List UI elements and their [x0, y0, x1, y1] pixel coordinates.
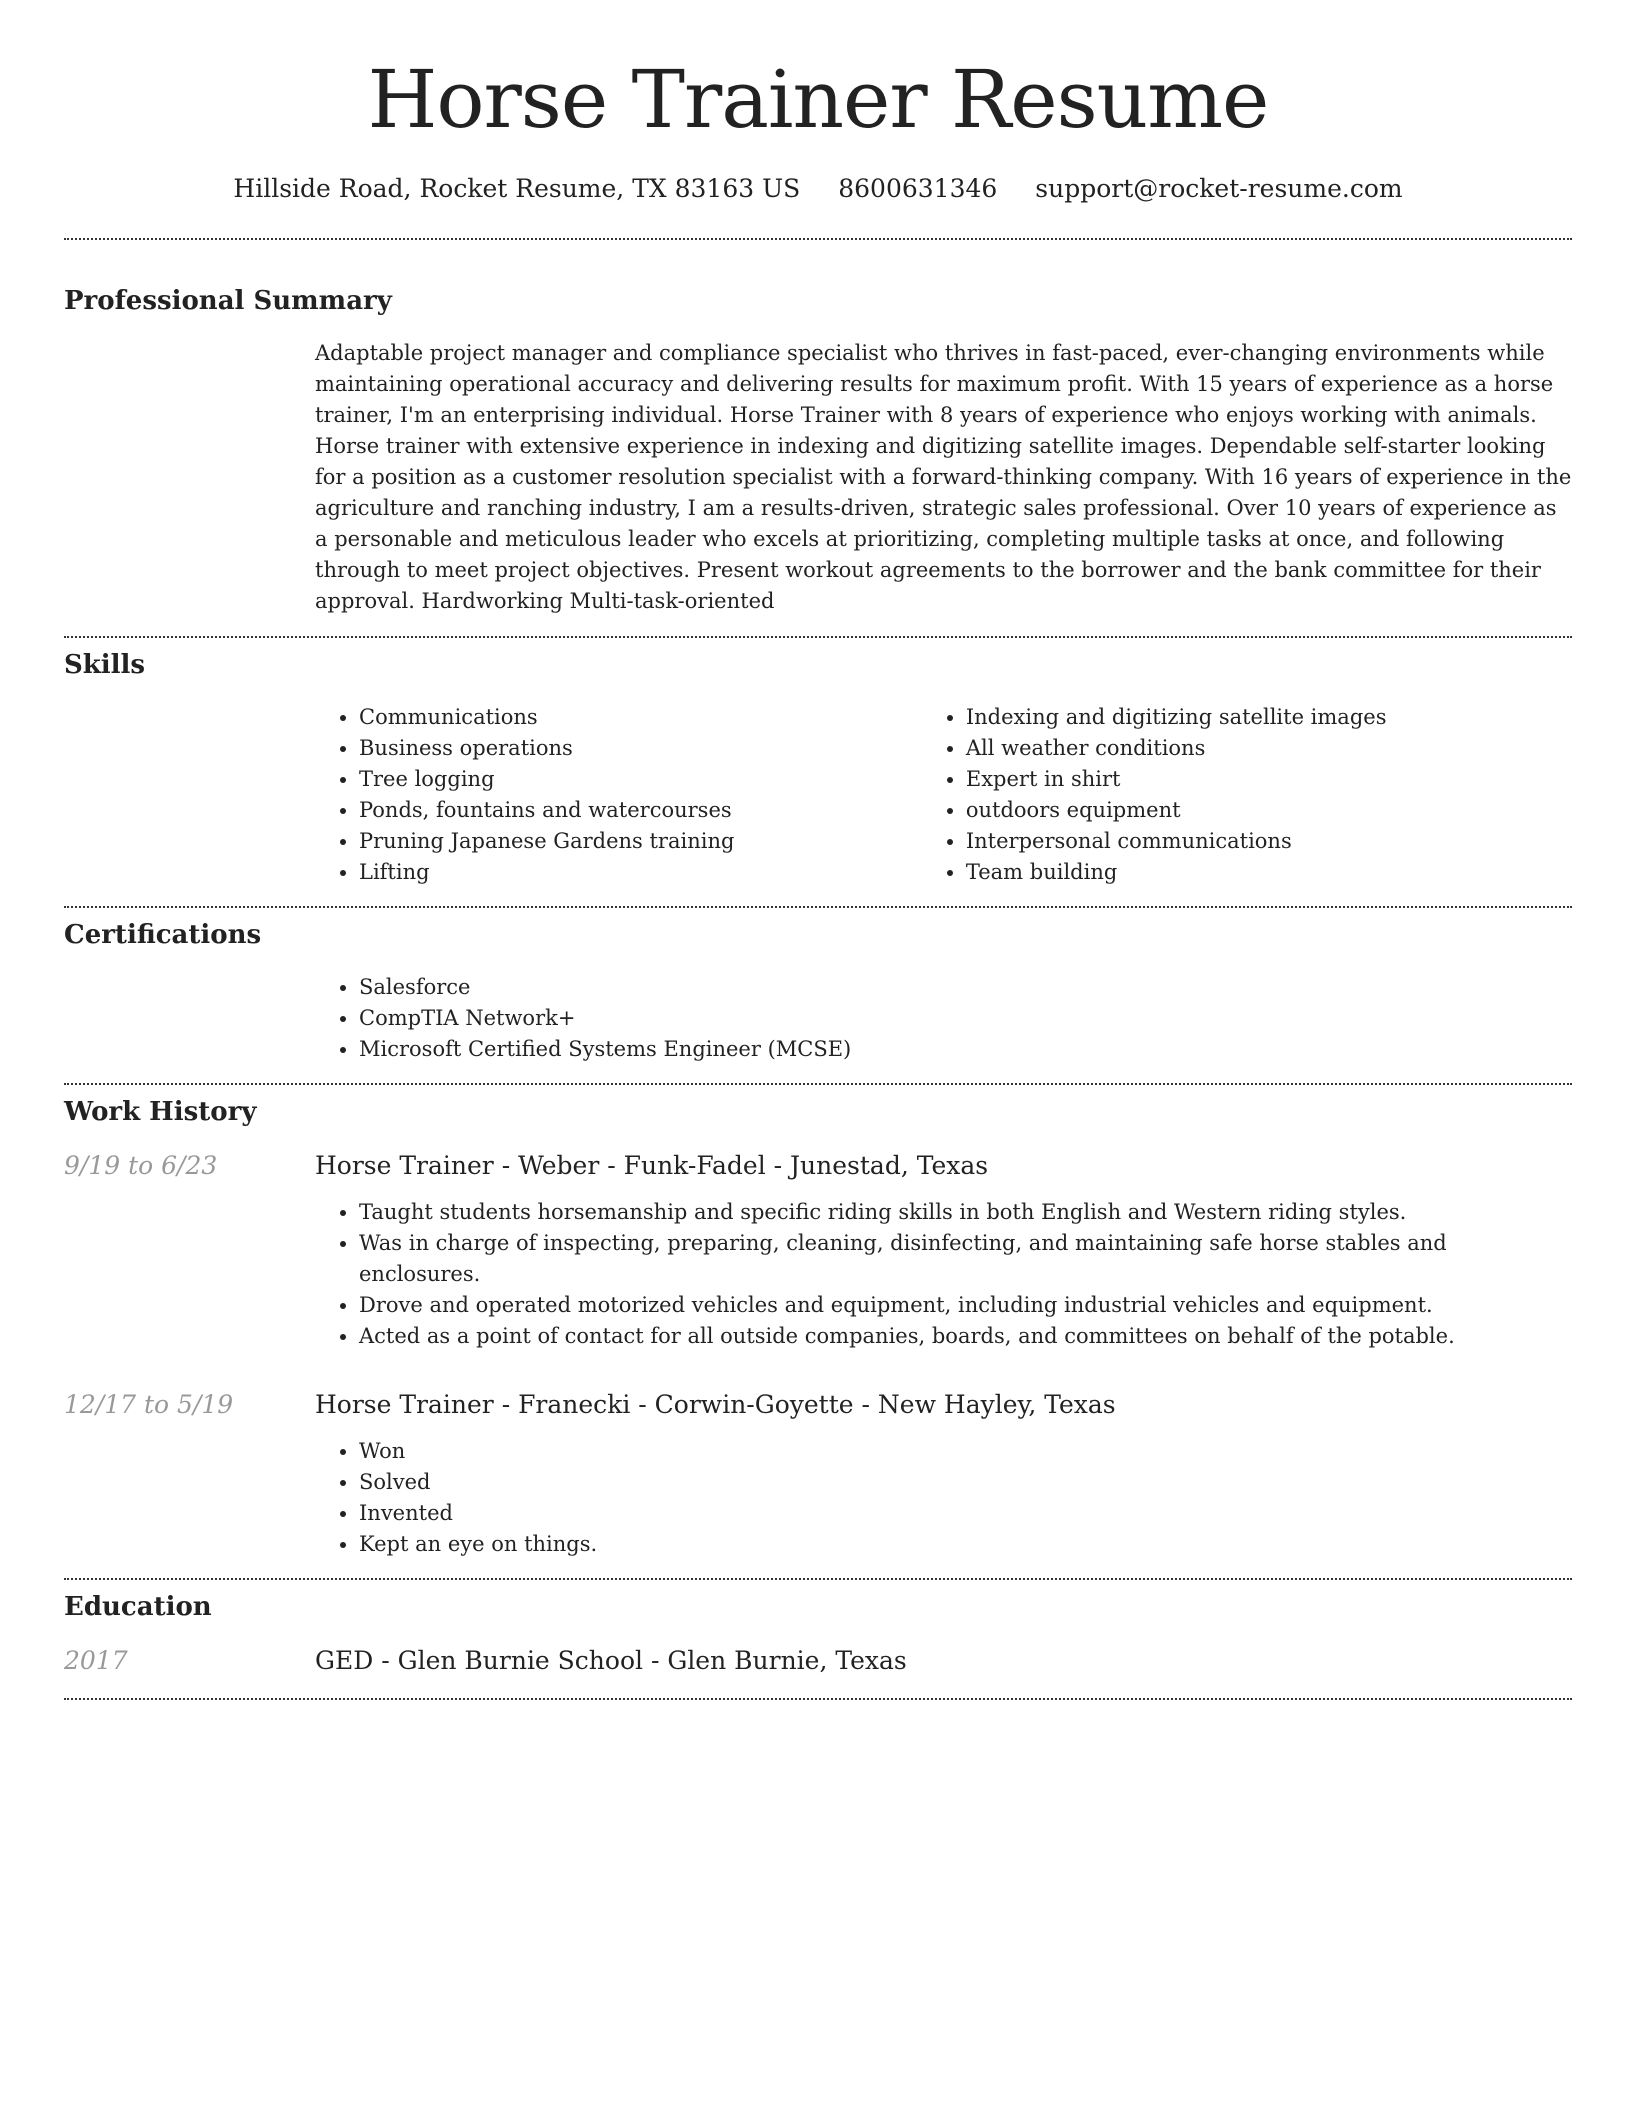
resume-page [64, 0, 1572, 1700]
contact-address: Hillside Road, Rocket Resume, TX 83163 US [233, 174, 801, 203]
certifications-content [315, 972, 1572, 1065]
job-bullets [315, 1197, 1572, 1352]
skill-item: • Pruning Japanese Gardens training [359, 826, 922, 857]
job-bullet: • Kept an eye on things. [359, 1529, 1572, 1560]
skills-section [64, 647, 1572, 888]
skills-list-left [315, 702, 922, 888]
skill-item: • All weather conditions [966, 733, 1572, 764]
job-bullet: • Invented [359, 1498, 1572, 1529]
certification-item: • Salesforce [359, 972, 1572, 1003]
job-bullet: • Acted as a point of contact for all outside companies, boards, and committees on behalf of the potable. [359, 1321, 1572, 1352]
education-entry [64, 1644, 1572, 1678]
skill-item: • Communications [359, 702, 922, 733]
job-bullet: • Solved [359, 1467, 1572, 1498]
skill-item: • Indexing and digitizing satellite images [966, 702, 1572, 733]
summary-section [64, 283, 1572, 617]
job-bullet: • Was in charge of inspecting, preparing, cleaning, disinfecting, and maintaining safe horse stables and enclosures. [359, 1228, 1572, 1290]
job-header [64, 1388, 1572, 1422]
job-title: Horse Trainer - Weber - Funk-Fadel - Junestad, Texas [315, 1151, 989, 1180]
job-bullet-list [315, 1197, 1572, 1352]
divider [64, 906, 1572, 908]
job-title: Horse Trainer - Franecki - Corwin-Goyette - New Hayley, Texas [315, 1390, 1116, 1419]
job-bullet: • Drove and operated motorized vehicles and equipment, including industrial vehicles and equipment. [359, 1290, 1572, 1321]
job-header [64, 1149, 1572, 1183]
divider [64, 238, 1572, 240]
skill-item: • Expert in shirt [966, 764, 1572, 795]
job-entry [64, 1149, 1572, 1352]
skill-item: • Ponds, fountains and watercourses [359, 795, 922, 826]
job-dates: 9/19 to 6/23 [64, 1151, 218, 1180]
education-heading: Education [64, 1592, 212, 1622]
divider [64, 1578, 1572, 1580]
job-bullet: • Won [359, 1436, 1572, 1467]
certifications-heading: Certifications [64, 920, 262, 950]
summary-heading: Professional Summary [64, 286, 392, 316]
job-bullet: • Taught students horsemanship and specific riding skills in both English and Western riding styles. [359, 1197, 1572, 1228]
divider [64, 1083, 1572, 1085]
skills-list-right [922, 702, 1572, 888]
contact-line [64, 170, 1572, 208]
skills-heading: Skills [64, 650, 146, 680]
skill-item: • Team building [966, 857, 1572, 888]
skill-item: • Business operations [359, 733, 922, 764]
skill-item: • Tree logging [359, 764, 922, 795]
work-heading: Work History [64, 1097, 257, 1127]
divider [64, 1698, 1572, 1700]
certifications-section [64, 917, 1572, 1065]
divider [64, 636, 1572, 638]
skills-grid [315, 702, 1572, 888]
contact-phone: 8600631346 [838, 174, 998, 203]
job-dates: 12/17 to 5/19 [64, 1390, 234, 1419]
skill-item: • Lifting [359, 857, 922, 888]
contact-email: support@rocket-resume.com [1035, 174, 1403, 203]
skill-item: • Interpersonal communications [966, 826, 1572, 857]
certification-item: • CompTIA Network+ [359, 1003, 1572, 1034]
certification-item: • Microsoft Certified Systems Engineer (MCSE) [359, 1034, 1572, 1065]
education-title: GED - Glen Burnie School - Glen Burnie, Texas [315, 1646, 907, 1675]
job-bullet-list [315, 1436, 1572, 1560]
education-section [64, 1589, 1572, 1678]
resume-title: Horse Trainer Resume [367, 53, 1269, 146]
skill-item: • outdoors equipment [966, 795, 1572, 826]
certifications-list [315, 972, 1572, 1065]
work-section [64, 1094, 1572, 1560]
education-date: 2017 [64, 1646, 128, 1675]
summary-text: Adaptable project manager and compliance specialist who thrives in fast-paced, ever-changing environments while maintaining operational accuracy and delivering results for maximum profit. With 15 years of experience as a horse trainer, I'm an enterprising individual. Horse Trainer with 8 years of experience who enjoys working with animals. Horse trainer with extensive experience in indexing and digitizing satellite images. Dependable self-starter looking for a position as a customer resolution specialist with a forward-thinking company. With 16 years of experience in the agriculture and ranching industry, I am a results-driven, strategic sales professional. Over 10 years of experience as a personable and meticulous leader who excels at prioritizing, completing multiple tasks at once, and following through to meet project objectives. Present workout agreements to the borrower and the bank committee for their approval. Hardworking Multi-task-oriented [315, 341, 1572, 613]
job-bullets [315, 1436, 1572, 1560]
job-entry [64, 1388, 1572, 1560]
